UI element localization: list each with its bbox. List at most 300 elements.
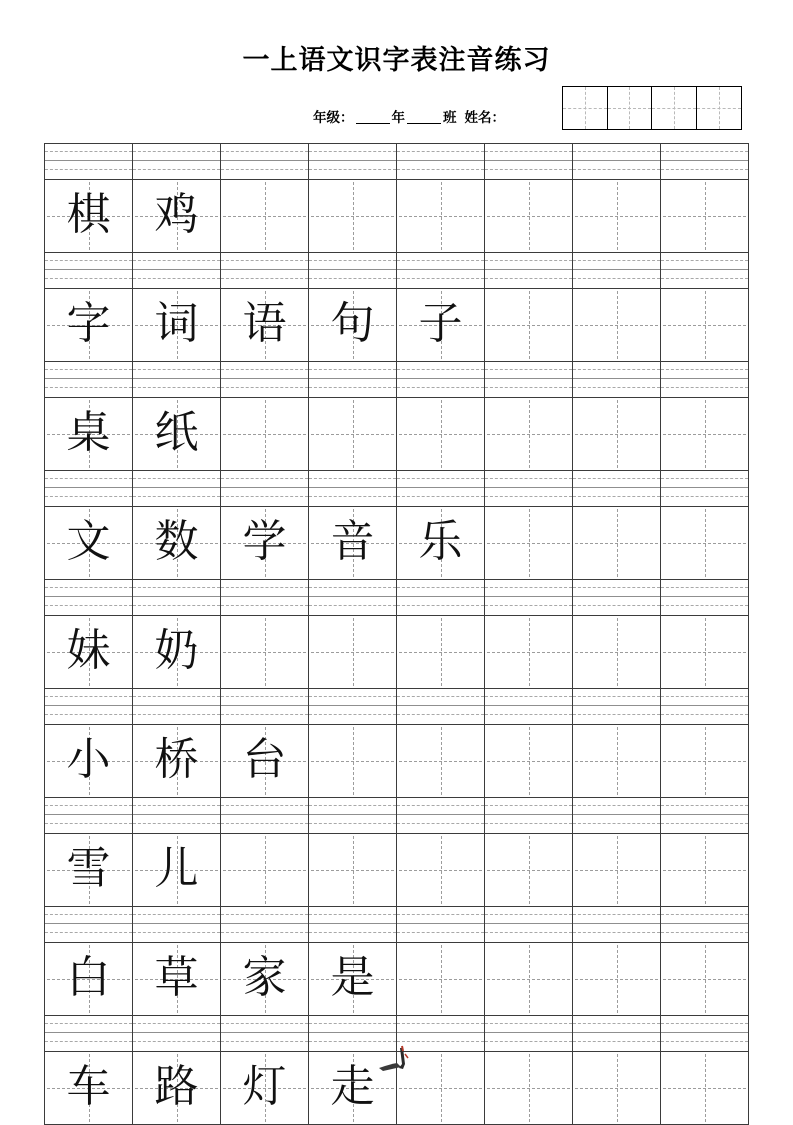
guide-line [397, 260, 484, 261]
guide-line [309, 278, 396, 279]
hanzi-cell[interactable] [485, 1052, 573, 1125]
hanzi-cell[interactable] [661, 507, 749, 580]
guide-line [573, 387, 660, 388]
hanzi-cell[interactable] [397, 507, 485, 580]
hanzi-character [485, 507, 572, 579]
hanzi-cell[interactable] [133, 725, 221, 798]
hanzi-cell[interactable] [573, 1052, 661, 1125]
hanzi-cell[interactable] [45, 943, 133, 1016]
pinyin-cell[interactable] [45, 580, 133, 616]
hanzi-cell[interactable] [45, 289, 133, 362]
pinyin-cell[interactable] [573, 907, 661, 943]
hanzi-cell[interactable] [133, 943, 221, 1016]
guide-line [133, 496, 220, 497]
hanzi-cell[interactable] [573, 725, 661, 798]
pinyin-cell[interactable] [45, 253, 133, 289]
pinyin-cell[interactable] [573, 144, 661, 180]
hanzi-cell[interactable] [133, 1052, 221, 1125]
hanzi-character [309, 725, 396, 797]
hanzi-row [45, 398, 749, 471]
grade-label: 年级： [313, 110, 354, 125]
pinyin-cell[interactable] [221, 907, 309, 943]
hanzi-character [397, 398, 484, 470]
guide-line [133, 923, 220, 924]
hanzi-cell[interactable] [485, 834, 573, 907]
hanzi-cell[interactable] [309, 180, 397, 253]
student-info-row [313, 104, 573, 128]
guide-line [661, 587, 748, 588]
pinyin-cell[interactable] [573, 362, 661, 398]
guide-line [45, 805, 132, 806]
guide-line [661, 596, 748, 597]
hanzi-character [573, 398, 660, 470]
guide-line [133, 278, 220, 279]
hanzi-cell[interactable] [485, 943, 573, 1016]
hanzi-cell[interactable] [133, 507, 221, 580]
hanzi-character [573, 725, 660, 797]
guide-line [221, 714, 308, 715]
guide-line [45, 605, 132, 606]
guide-line [661, 705, 748, 706]
hanzi-cell[interactable] [661, 725, 749, 798]
hanzi-cell[interactable] [661, 289, 749, 362]
guide-line [221, 914, 308, 915]
guide-line [661, 696, 748, 697]
pinyin-cell[interactable] [45, 144, 133, 180]
guide-line [661, 269, 748, 270]
pinyin-cell[interactable] [485, 144, 573, 180]
hanzi-cell[interactable] [661, 398, 749, 471]
guide-line [397, 696, 484, 697]
pinyin-cell[interactable] [309, 689, 397, 725]
hanzi-cell[interactable] [485, 616, 573, 689]
guide-line [45, 478, 132, 479]
pinyin-row [45, 580, 749, 616]
hanzi-cell[interactable] [661, 834, 749, 907]
guide-line [221, 605, 308, 606]
guide-line [221, 805, 308, 806]
guide-line [573, 1023, 660, 1024]
hanzi-character [221, 834, 308, 906]
guide-line [45, 932, 132, 933]
class-unit: 班 [443, 110, 457, 125]
guide-line [573, 487, 660, 488]
guide-line [221, 496, 308, 497]
pinyin-cell[interactable] [661, 1016, 749, 1052]
guide-line [397, 1023, 484, 1024]
pinyin-cell[interactable] [309, 471, 397, 507]
hanzi-cell[interactable] [221, 507, 309, 580]
pinyin-cell[interactable] [397, 471, 485, 507]
guide-line [133, 1041, 220, 1042]
pinyin-cell[interactable] [221, 580, 309, 616]
hanzi-cell[interactable] [485, 398, 573, 471]
guide-line [309, 369, 396, 370]
hanzi-cell[interactable] [45, 398, 133, 471]
pinyin-cell[interactable] [661, 689, 749, 725]
hanzi-character: 台 [242, 735, 287, 784]
guide-line [221, 1032, 308, 1033]
pinyin-cell[interactable] [221, 144, 309, 180]
guide-line [309, 169, 396, 170]
pinyin-cell[interactable] [221, 689, 309, 725]
hanzi-cell[interactable] [661, 180, 749, 253]
hanzi-cell[interactable] [221, 834, 309, 907]
pinyin-cell[interactable] [221, 362, 309, 398]
pinyin-cell[interactable] [221, 471, 309, 507]
guide-line [309, 269, 396, 270]
pinyin-cell[interactable] [573, 798, 661, 834]
hanzi-cell[interactable] [309, 398, 397, 471]
name-box[interactable] [697, 87, 742, 129]
name-box[interactable] [563, 87, 608, 129]
guide-line [397, 369, 484, 370]
guide-line [45, 814, 132, 815]
grade-blank[interactable] [356, 109, 390, 124]
guide-line [573, 923, 660, 924]
hanzi-cell[interactable] [397, 725, 485, 798]
guide-line [221, 696, 308, 697]
guide-line [309, 605, 396, 606]
guide-line [573, 496, 660, 497]
hanzi-cell[interactable] [45, 725, 133, 798]
guide-line [133, 814, 220, 815]
guide-line [661, 278, 748, 279]
pinyin-cell[interactable] [133, 580, 221, 616]
hanzi-cell[interactable] [221, 943, 309, 1016]
guide-line [221, 596, 308, 597]
hanzi-character: 数 [154, 517, 199, 566]
pinyin-cell[interactable] [485, 798, 573, 834]
guide-line [221, 387, 308, 388]
pinyin-row [45, 689, 749, 725]
guide-line [309, 378, 396, 379]
pinyin-cell[interactable] [573, 253, 661, 289]
hanzi-cell[interactable] [133, 398, 221, 471]
hanzi-character: 车 [66, 1062, 111, 1111]
pinyin-cell[interactable] [133, 798, 221, 834]
hanzi-cell[interactable] [309, 507, 397, 580]
hanzi-character [573, 180, 660, 252]
pinyin-row [45, 362, 749, 398]
hanzi-character: 乐 [418, 517, 463, 566]
hanzi-cell[interactable] [485, 507, 573, 580]
guide-line [133, 605, 220, 606]
hanzi-cell[interactable] [573, 616, 661, 689]
hanzi-cell[interactable] [133, 616, 221, 689]
pinyin-cell[interactable] [397, 689, 485, 725]
hanzi-cell[interactable] [309, 289, 397, 362]
hanzi-character: 家 [242, 953, 287, 1002]
pinyin-cell[interactable] [309, 253, 397, 289]
pinyin-cell[interactable] [661, 798, 749, 834]
pinyin-cell[interactable] [661, 471, 749, 507]
guide-line [309, 705, 396, 706]
pinyin-cell[interactable] [133, 907, 221, 943]
grade-unit: 年 [391, 110, 405, 125]
guide-line [661, 823, 748, 824]
guide-line [45, 387, 132, 388]
name-box[interactable] [652, 87, 697, 129]
pinyin-cell[interactable] [573, 580, 661, 616]
guide-line [133, 378, 220, 379]
hanzi-cell[interactable] [573, 398, 661, 471]
hanzi-cell[interactable] [45, 1052, 133, 1125]
hanzi-character [485, 725, 572, 797]
guide-line [309, 1023, 396, 1024]
pinyin-cell[interactable] [45, 362, 133, 398]
hanzi-cell[interactable] [309, 834, 397, 907]
hanzi-character [661, 834, 748, 906]
pinyin-cell[interactable] [661, 144, 749, 180]
guide-line [397, 805, 484, 806]
guide-line [573, 478, 660, 479]
guide-line [661, 378, 748, 379]
guide-line [45, 823, 132, 824]
guide-line [133, 696, 220, 697]
pinyin-cell[interactable] [133, 253, 221, 289]
guide-line [133, 169, 220, 170]
pinyin-cell[interactable] [45, 1016, 133, 1052]
guide-line [45, 714, 132, 715]
guide-line [661, 478, 748, 479]
guide-line [221, 151, 308, 152]
hanzi-cell[interactable] [309, 616, 397, 689]
pinyin-cell[interactable] [661, 907, 749, 943]
guide-line [397, 596, 484, 597]
pinyin-cell[interactable] [397, 362, 485, 398]
hanzi-cell[interactable] [221, 725, 309, 798]
hanzi-cell[interactable] [309, 943, 397, 1016]
hanzi-cell[interactable] [397, 398, 485, 471]
pinyin-cell[interactable] [573, 471, 661, 507]
pinyin-cell[interactable] [485, 580, 573, 616]
pinyin-cell[interactable] [397, 144, 485, 180]
guide-line [573, 151, 660, 152]
guide-line [309, 823, 396, 824]
guide-line [309, 260, 396, 261]
guide-line [485, 151, 572, 152]
hanzi-character [573, 834, 660, 906]
hanzi-cell[interactable] [573, 289, 661, 362]
guide-line [221, 1041, 308, 1042]
hanzi-cell[interactable] [397, 834, 485, 907]
guide-line [309, 487, 396, 488]
hanzi-cell[interactable] [45, 616, 133, 689]
pinyin-cell[interactable] [133, 689, 221, 725]
hanzi-cell[interactable] [221, 289, 309, 362]
hanzi-character: 妹 [66, 626, 111, 675]
pinyin-cell[interactable] [133, 144, 221, 180]
hanzi-cell[interactable] [485, 725, 573, 798]
pinyin-cell[interactable] [397, 798, 485, 834]
hanzi-cell[interactable] [397, 289, 485, 362]
pinyin-cell[interactable] [221, 1016, 309, 1052]
pinyin-cell[interactable] [485, 471, 573, 507]
hanzi-character: 草 [154, 953, 199, 1002]
hanzi-character [573, 943, 660, 1015]
guide-line [397, 487, 484, 488]
hanzi-character: 白 [66, 953, 111, 1002]
pinyin-cell[interactable] [397, 580, 485, 616]
pinyin-cell[interactable] [309, 362, 397, 398]
pinyin-cell[interactable] [573, 689, 661, 725]
pinyin-cell[interactable] [45, 689, 133, 725]
hanzi-cell[interactable] [397, 180, 485, 253]
hanzi-character: 小 [66, 735, 111, 784]
hanzi-cell[interactable] [661, 943, 749, 1016]
guide-line [485, 378, 572, 379]
pinyin-cell[interactable] [485, 253, 573, 289]
guide-line [309, 805, 396, 806]
guide-line [661, 260, 748, 261]
pinyin-cell[interactable] [133, 471, 221, 507]
hanzi-character [661, 943, 748, 1015]
hanzi-cell[interactable] [573, 943, 661, 1016]
guide-line [45, 151, 132, 152]
hanzi-cell[interactable] [573, 834, 661, 907]
hanzi-cell[interactable] [661, 1052, 749, 1125]
guide-line [485, 387, 572, 388]
pinyin-cell[interactable] [485, 362, 573, 398]
hanzi-cell[interactable] [485, 180, 573, 253]
guide-line [661, 714, 748, 715]
hanzi-cell[interactable] [133, 289, 221, 362]
hanzi-cell[interactable] [221, 1052, 309, 1125]
guide-line [485, 1023, 572, 1024]
guide-line [485, 1041, 572, 1042]
guide-line [485, 805, 572, 806]
guide-line [45, 914, 132, 915]
guide-line [397, 278, 484, 279]
guide-line [573, 278, 660, 279]
pinyin-cell[interactable] [45, 798, 133, 834]
guide-line [661, 387, 748, 388]
pinyin-cell[interactable] [397, 907, 485, 943]
hanzi-character [573, 1052, 660, 1124]
guide-line [573, 160, 660, 161]
hanzi-cell[interactable] [573, 180, 661, 253]
guide-line [45, 378, 132, 379]
hanzi-character: 儿 [154, 844, 199, 893]
guide-line [221, 278, 308, 279]
hanzi-character [397, 180, 484, 252]
guide-line [397, 387, 484, 388]
pinyin-cell[interactable] [45, 471, 133, 507]
guide-line [573, 823, 660, 824]
hanzi-cell[interactable] [221, 616, 309, 689]
hanzi-character [573, 507, 660, 579]
guide-line [45, 369, 132, 370]
guide-line [221, 160, 308, 161]
guide-line [397, 823, 484, 824]
pinyin-cell[interactable] [485, 907, 573, 943]
hanzi-cell[interactable] [485, 289, 573, 362]
hanzi-character: 词 [154, 299, 199, 348]
guide-line [221, 269, 308, 270]
pinyin-cell[interactable] [133, 362, 221, 398]
hanzi-cell[interactable] [133, 834, 221, 907]
guide-line [485, 823, 572, 824]
hanzi-character: 棋 [66, 190, 111, 239]
hanzi-cell[interactable] [573, 507, 661, 580]
pinyin-cell[interactable] [309, 798, 397, 834]
hanzi-character [661, 616, 748, 688]
hanzi-character: 是 [330, 953, 375, 1002]
hanzi-character [221, 180, 308, 252]
guide-line [133, 151, 220, 152]
hanzi-cell[interactable] [45, 834, 133, 907]
pinyin-cell[interactable] [661, 253, 749, 289]
pinyin-cell[interactable] [397, 253, 485, 289]
hanzi-character [221, 616, 308, 688]
name-box[interactable] [608, 87, 653, 129]
pinyin-cell[interactable] [45, 907, 133, 943]
hanzi-cell[interactable] [397, 943, 485, 1016]
hanzi-cell[interactable] [221, 398, 309, 471]
pinyin-cell[interactable] [573, 1016, 661, 1052]
hanzi-character [397, 834, 484, 906]
hanzi-cell[interactable] [221, 180, 309, 253]
guide-line [133, 823, 220, 824]
guide-line [45, 1032, 132, 1033]
hanzi-cell[interactable] [45, 507, 133, 580]
hanzi-cell[interactable] [397, 616, 485, 689]
pinyin-cell[interactable] [309, 580, 397, 616]
hanzi-character: 子 [418, 299, 463, 348]
guide-line [45, 596, 132, 597]
pinyin-cell[interactable] [485, 1016, 573, 1052]
pinyin-cell[interactable] [221, 798, 309, 834]
hanzi-cell[interactable] [309, 725, 397, 798]
hanzi-character: 走 [330, 1062, 375, 1111]
guide-line [661, 932, 748, 933]
guide-line [221, 260, 308, 261]
pinyin-cell[interactable] [485, 689, 573, 725]
guide-line [133, 1032, 220, 1033]
guide-line [397, 587, 484, 588]
guide-line [397, 923, 484, 924]
hanzi-cell[interactable] [661, 616, 749, 689]
guide-line [309, 696, 396, 697]
guide-line [133, 805, 220, 806]
guide-line [45, 260, 132, 261]
guide-line [397, 1032, 484, 1033]
guide-line [573, 714, 660, 715]
pinyin-cell[interactable] [309, 144, 397, 180]
guide-line [573, 587, 660, 588]
guide-line [573, 378, 660, 379]
hanzi-row [45, 616, 749, 689]
hanzi-cell[interactable] [133, 180, 221, 253]
class-blank[interactable] [407, 109, 441, 124]
hanzi-character [485, 943, 572, 1015]
guide-line [133, 478, 220, 479]
guide-line [133, 596, 220, 597]
guide-line [221, 923, 308, 924]
name-input-boxes[interactable] [562, 86, 742, 130]
pinyin-cell[interactable] [221, 253, 309, 289]
pinyin-cell[interactable] [309, 907, 397, 943]
guide-line [485, 269, 572, 270]
guide-line [133, 487, 220, 488]
pinyin-cell[interactable] [661, 362, 749, 398]
pinyin-cell[interactable] [133, 1016, 221, 1052]
hanzi-cell[interactable] [45, 180, 133, 253]
pinyin-cell[interactable] [661, 580, 749, 616]
hanzi-character [661, 180, 748, 252]
hanzi-character [661, 398, 748, 470]
